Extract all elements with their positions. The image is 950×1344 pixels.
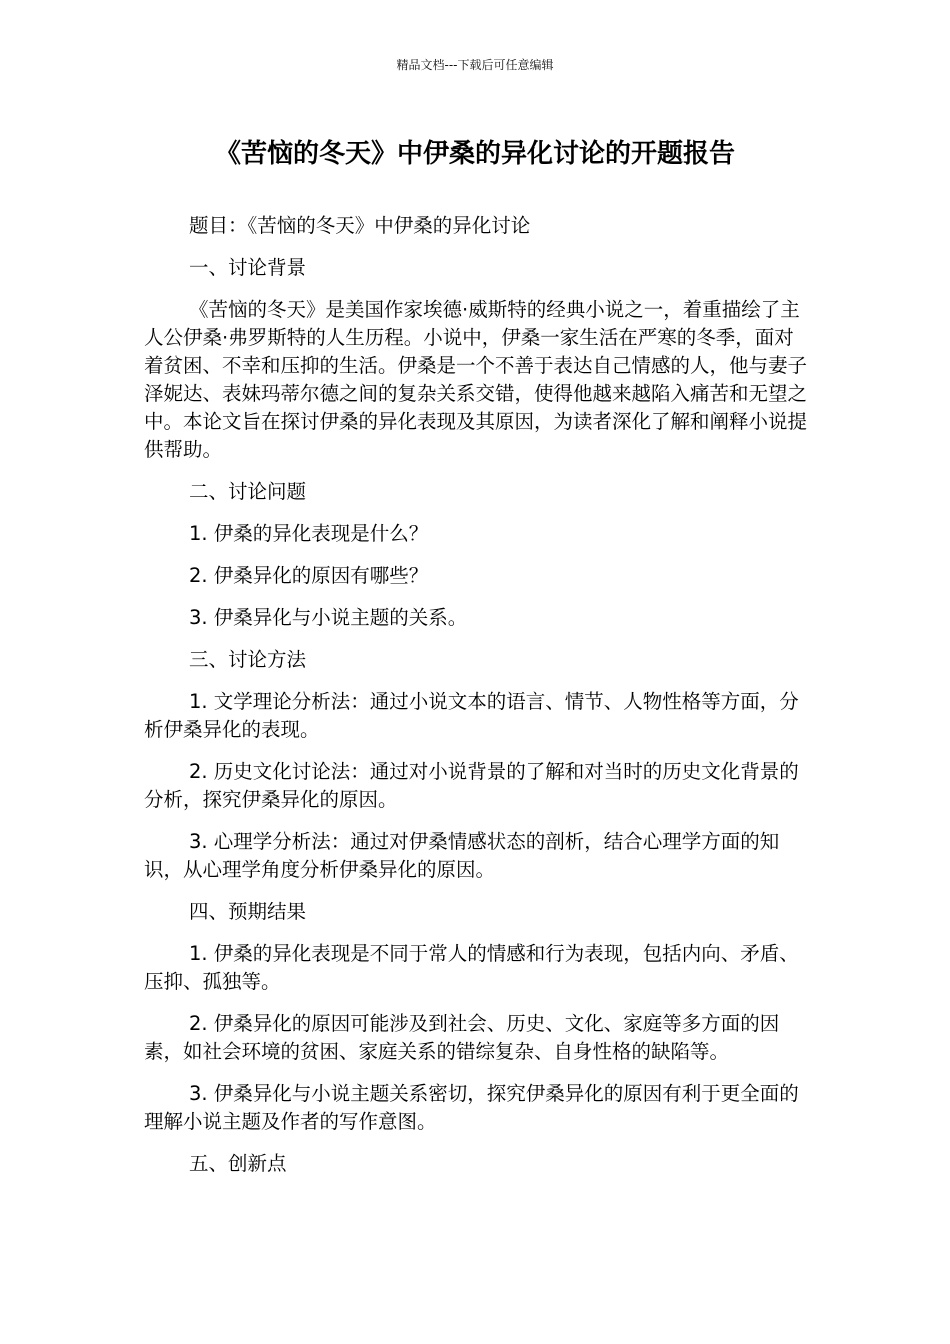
question-item-3: 3. 伊桑异化与小说主题的关系。	[189, 606, 468, 629]
section-heading-methods: 三、讨论方法	[189, 648, 307, 671]
question-item-1: 1. 伊桑的异化表现是什么？	[189, 522, 429, 545]
section-heading-expected-results: 四、预期结果	[189, 900, 307, 923]
page-header: 精品文档---下载后可任意编辑	[396, 58, 554, 72]
document-title: 《苦恼的冬天》中伊桑的异化讨论的开题报告	[214, 139, 735, 169]
background-paragraph: 《苦恼的冬天》是美国作家埃德·威斯特的经典小说之一，着重描绘了主人公伊桑·弗罗斯特的人生历程。小说中，伊桑一家生活在严寒的冬季，面对着贫困、不幸和压抑的生活。伊桑是一个不善于表达自己情感的人，他与妻子泽妮达、表妹玛蒂尔德之间的复杂关系交错，使得他越来越陷入痛苦和无望之中。本论文旨在探讨伊桑的异化表现及其原因，为读者深化了解和阐释小说提供帮助。	[144, 298, 808, 461]
section-heading-questions: 二、讨论问题	[189, 480, 307, 503]
section-heading-background: 一、讨论背景	[189, 256, 307, 279]
topic-line: 题目：《苦恼的冬天》中伊桑的异化讨论	[189, 214, 531, 237]
method-item-2: 2. 历史文化讨论法：通过对小说背景的了解和对当时的历史文化背景的分析，探究伊桑异化的原因。	[144, 760, 799, 811]
result-item-3: 3. 伊桑异化与小说主题关系密切，探究伊桑异化的原因有利于更全面的理解小说主题及作者的写作意图。	[144, 1082, 799, 1133]
section-heading-innovation: 五、创新点	[189, 1152, 287, 1175]
result-item-2: 2. 伊桑异化的原因可能涉及到社会、历史、文化、家庭等多方面的因素，如社会环境的贫困、家庭关系的错综复杂、自身性格的缺陷等。	[144, 1012, 780, 1063]
question-item-2: 2. 伊桑异化的原因有哪些？	[189, 564, 429, 587]
result-item-1: 1. 伊桑的异化表现是不同于常人的情感和行为表现，包括内向、矛盾、压抑、孤独等。	[144, 942, 799, 993]
method-item-1: 1. 文学理论分析法：通过小说文本的语言、情节、人物性格等方面，分析伊桑异化的表现。	[144, 690, 799, 741]
document-body	[144, 212, 810, 1192]
method-item-3: 3. 心理学分析法：通过对伊桑情感状态的剖析，结合心理学方面的知识，从心理学角度分析伊桑异化的原因。	[144, 830, 780, 881]
